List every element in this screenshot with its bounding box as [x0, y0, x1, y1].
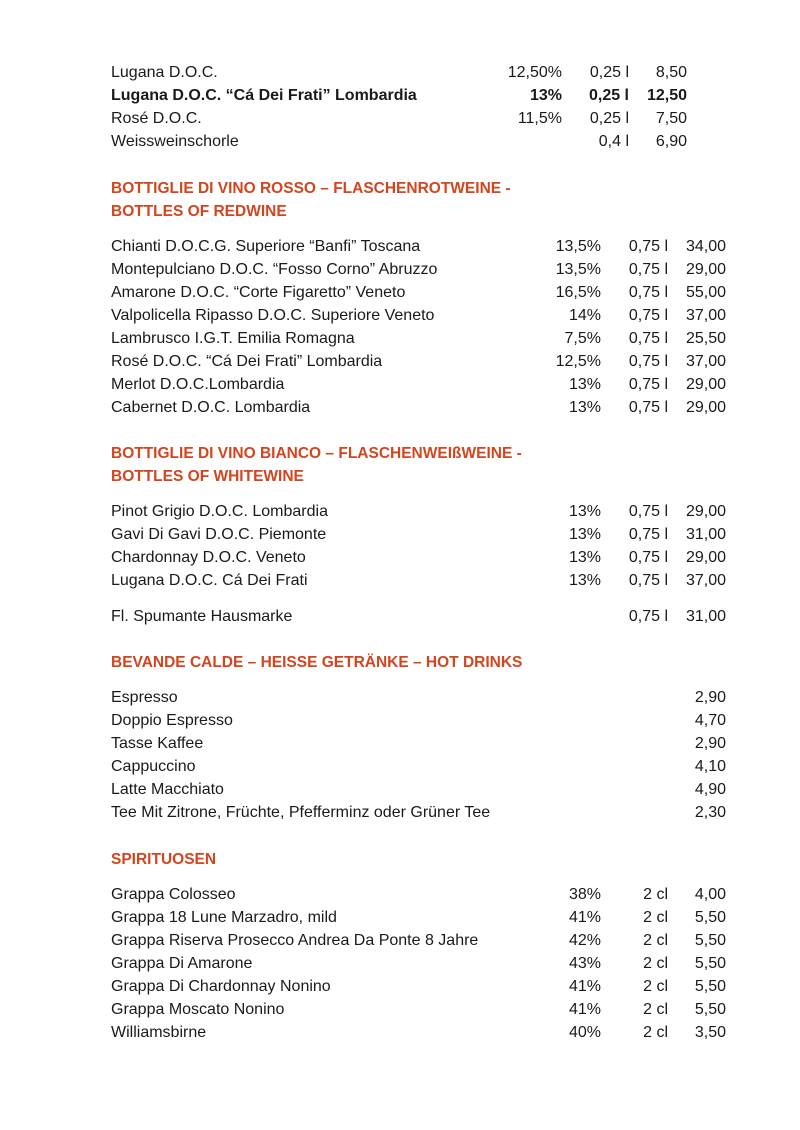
- item-price: 34,00: [685, 238, 726, 255]
- item-volume: 0,75 l: [628, 353, 668, 370]
- item-alcohol: 13%: [568, 399, 601, 416]
- item-alcohol: 13,5%: [555, 261, 601, 278]
- item-price: 29,00: [685, 261, 726, 278]
- menu-row: [111, 304, 726, 327]
- menu-row: [111, 929, 726, 952]
- item-name: Fl. Spumante Hausmarke: [111, 608, 293, 625]
- item-name: Grappa Moscato Nonino: [111, 1001, 285, 1018]
- item-volume: 0,75 l: [628, 549, 668, 566]
- menu-row: [111, 500, 726, 523]
- item-price: 55,00: [685, 284, 726, 301]
- item-name: Weissweinschorle: [111, 133, 239, 150]
- menu-row: [111, 350, 726, 373]
- item-name: Lambrusco I.G.T. Emilia Romagna: [111, 330, 355, 347]
- item-name: Espresso: [111, 689, 178, 706]
- item-volume: 2 cl: [643, 1024, 668, 1041]
- item-volume: 0,25 l: [589, 64, 629, 81]
- item-name: Amarone D.O.C. “Corte Figaretto” Veneto: [111, 284, 406, 301]
- item-name: Montepulciano D.O.C. “Fosso Corno” Abruzzo: [111, 261, 438, 278]
- item-price: 5,50: [694, 978, 726, 995]
- item-volume: 0,75 l: [628, 572, 668, 589]
- item-name: Merlot D.O.C.Lombardia: [111, 376, 285, 393]
- menu-row: [111, 732, 726, 755]
- item-alcohol: 13%: [568, 549, 601, 566]
- item-price: 3,50: [694, 1024, 726, 1041]
- item-price: 37,00: [685, 307, 726, 324]
- item-name: Chardonnay D.O.C. Veneto: [111, 549, 306, 566]
- item-volume: 0,75 l: [628, 238, 668, 255]
- item-name: Rosé D.O.C. “Cá Dei Frati” Lombardia: [111, 353, 383, 370]
- item-alcohol: 13%: [568, 572, 601, 589]
- item-price: 29,00: [685, 503, 726, 520]
- item-alcohol: 41%: [568, 1001, 601, 1018]
- menu-row: [111, 975, 726, 998]
- menu-row: [111, 61, 687, 84]
- item-name: Grappa Di Amarone: [111, 955, 253, 972]
- item-volume: 0,4 l: [598, 133, 629, 150]
- item-name: Grappa Colosseo: [111, 886, 236, 903]
- item-name: Lugana D.O.C. Cá Dei Frati: [111, 572, 308, 589]
- item-price: 4,00: [694, 886, 726, 903]
- item-price: 2,30: [694, 804, 726, 821]
- menu-row: [111, 998, 726, 1021]
- item-alcohol: 43%: [568, 955, 601, 972]
- item-alcohol: 41%: [568, 978, 601, 995]
- item-volume: 2 cl: [643, 909, 668, 926]
- item-volume: 0,75 l: [628, 503, 668, 520]
- item-name: Williamsbirne: [111, 1024, 207, 1041]
- item-price: 4,70: [694, 712, 726, 729]
- item-name: Lugana D.O.C. “Cá Dei Frati” Lombardia: [111, 87, 417, 104]
- item-price: 5,50: [694, 955, 726, 972]
- item-volume: 0,75 l: [628, 526, 668, 543]
- item-alcohol: 16,5%: [555, 284, 601, 301]
- item-alcohol: 11,5%: [517, 110, 562, 127]
- item-price: 31,00: [685, 608, 726, 625]
- item-alcohol: 13%: [568, 526, 601, 543]
- item-name: Latte Macchiato: [111, 781, 224, 798]
- item-price: 37,00: [685, 353, 726, 370]
- item-name: Pinot Grigio D.O.C. Lombardia: [111, 503, 328, 520]
- item-volume: 0,75 l: [628, 284, 668, 301]
- item-price: 5,50: [694, 932, 726, 949]
- section-heading-spirits: SPIRITUOSEN: [111, 851, 217, 868]
- item-volume: 0,75 l: [628, 261, 668, 278]
- menu-row: [111, 755, 726, 778]
- item-price: 4,10: [694, 758, 726, 775]
- item-price: 7,50: [655, 110, 687, 127]
- menu-row: [111, 281, 726, 304]
- item-volume: 0,75 l: [628, 376, 668, 393]
- item-name: Cappuccino: [111, 758, 196, 775]
- item-alcohol: 13,5%: [555, 238, 601, 255]
- item-name: Tee Mit Zitrone, Früchte, Pfefferminz oder Grüner Tee: [111, 804, 491, 821]
- item-alcohol: 13%: [529, 87, 562, 104]
- menu-row: [111, 130, 687, 153]
- item-volume: 2 cl: [643, 1001, 668, 1018]
- item-volume: 2 cl: [643, 886, 668, 903]
- item-volume: 2 cl: [643, 955, 668, 972]
- menu-row: [111, 801, 726, 824]
- item-name: Tasse Kaffee: [111, 735, 204, 752]
- item-name: Gavi Di Gavi D.O.C. Piemonte: [111, 526, 327, 543]
- item-price: 31,00: [685, 526, 726, 543]
- item-volume: 0,75 l: [628, 307, 668, 324]
- section-heading-red: BOTTIGLIE DI VINO ROSSO – FLASCHENROTWEINE -: [111, 180, 511, 197]
- item-alcohol: 7,5%: [564, 330, 601, 347]
- item-volume: 0,75 l: [628, 608, 668, 625]
- menu-row: [111, 778, 726, 801]
- item-alcohol: 12,5%: [555, 353, 601, 370]
- menu-row: [111, 107, 687, 130]
- item-name: Chianti D.O.C.G. Superiore “Banfi” Toscana: [111, 238, 421, 255]
- item-volume: 0,75 l: [628, 399, 668, 416]
- item-price: 25,50: [685, 330, 726, 347]
- item-volume: 2 cl: [643, 932, 668, 949]
- item-price: 29,00: [685, 549, 726, 566]
- item-alcohol: 14%: [568, 307, 601, 324]
- item-name: Lugana D.O.C.: [111, 64, 218, 81]
- item-name: Grappa Riserva Prosecco Andrea Da Ponte 8 Jahre: [111, 932, 479, 949]
- item-name: Rosé D.O.C.: [111, 110, 202, 127]
- item-name: Grappa Di Chardonnay Nonino: [111, 978, 331, 995]
- menu-row-spumante: [111, 605, 726, 628]
- item-price: 29,00: [685, 376, 726, 393]
- menu-row: [111, 883, 726, 906]
- item-price: 37,00: [685, 572, 726, 589]
- item-volume: 0,25 l: [588, 87, 629, 104]
- item-price: 5,50: [694, 909, 726, 926]
- menu-row: [111, 906, 726, 929]
- menu-row: [111, 327, 726, 350]
- item-alcohol: 38%: [568, 886, 601, 903]
- menu-row: [111, 569, 726, 592]
- section-heading-hot: BEVANDE CALDE – HEISSE GETRÄNKE – HOT DRINKS: [111, 654, 523, 671]
- section-heading-red-line2: BOTTLES OF REDWINE: [111, 203, 287, 220]
- section-heading-white: BOTTIGLIE DI VINO BIANCO – FLASCHENWEIßWEINE -: [111, 445, 522, 462]
- item-alcohol: 12,50%: [507, 64, 562, 81]
- section-heading-white-line2: BOTTLES OF WHITEWINE: [111, 468, 304, 485]
- item-alcohol: 40%: [568, 1024, 601, 1041]
- item-alcohol: 42%: [568, 932, 601, 949]
- menu-row: [111, 952, 726, 975]
- item-price: 5,50: [694, 1001, 726, 1018]
- menu-row: [111, 709, 726, 732]
- item-price: 6,90: [655, 133, 687, 150]
- item-name: Doppio Espresso: [111, 712, 233, 729]
- item-price: 12,50: [646, 87, 687, 104]
- menu-row: [111, 686, 726, 709]
- item-name: Cabernet D.O.C. Lombardia: [111, 399, 311, 416]
- item-volume: 0,25 l: [589, 110, 629, 127]
- item-price: 8,50: [655, 64, 687, 81]
- menu-row: [111, 1021, 726, 1044]
- item-price: 29,00: [685, 399, 726, 416]
- item-alcohol: 13%: [568, 376, 601, 393]
- menu-row: [111, 84, 687, 107]
- item-price: 4,90: [694, 781, 726, 798]
- item-name: Grappa 18 Lune Marzadro, mild: [111, 909, 337, 926]
- item-volume: 0,75 l: [628, 330, 668, 347]
- menu-row: [111, 396, 726, 419]
- item-alcohol: 41%: [568, 909, 601, 926]
- menu-row: [111, 235, 726, 258]
- item-price: 2,90: [694, 735, 726, 752]
- menu-row: [111, 373, 726, 396]
- item-volume: 2 cl: [643, 978, 668, 995]
- menu-row: [111, 523, 726, 546]
- menu-row: [111, 258, 726, 281]
- item-price: 2,90: [694, 689, 726, 706]
- item-name: Valpolicella Ripasso D.O.C. Superiore Veneto: [111, 307, 435, 324]
- item-alcohol: 13%: [568, 503, 601, 520]
- menu-row: [111, 546, 726, 569]
